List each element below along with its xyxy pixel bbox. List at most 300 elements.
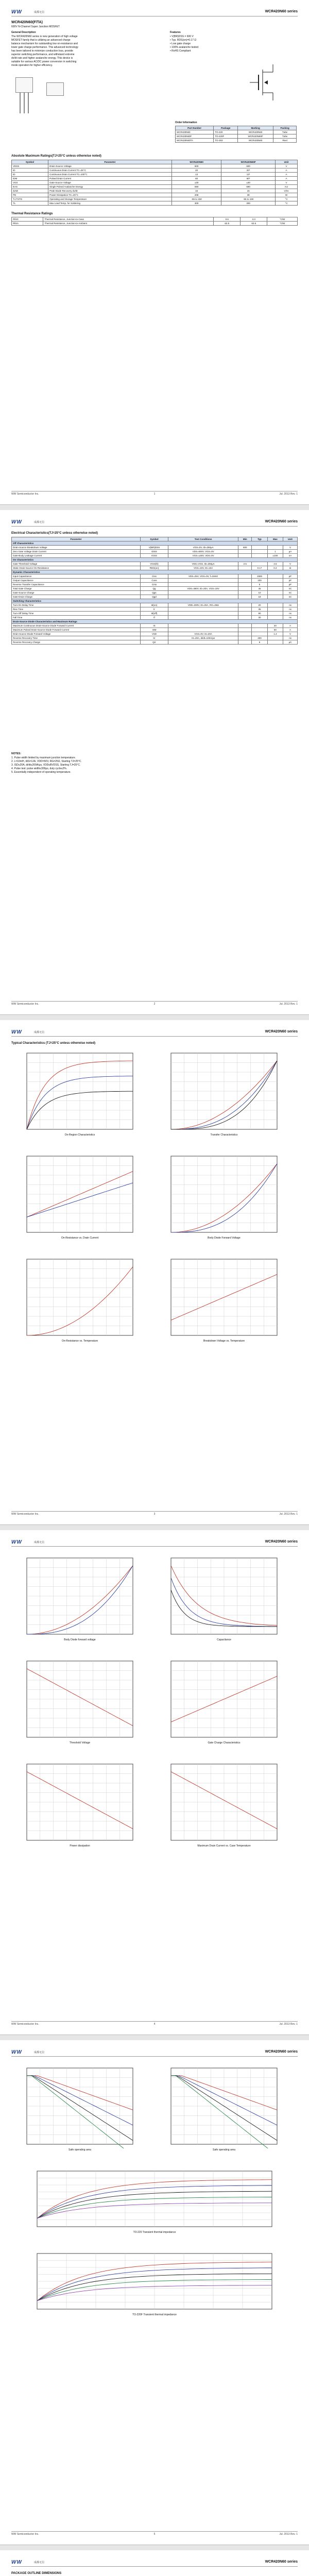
table-cell: V(BR)DSS: [141, 546, 168, 550]
table-cell: ±30: [171, 181, 221, 185]
note-line: 2. L=10mH, IAS=12A, VDD=50V, RG=25Ω, Starting TJ=25°C.: [11, 760, 82, 763]
table-cell: ns: [283, 612, 298, 616]
chart-thermal-to220f: TO-220F Transient thermal impedance: [31, 2251, 278, 2318]
table-cell: 208: [171, 193, 221, 197]
table-row: [12, 550, 298, 554]
table-row: [12, 579, 298, 583]
table-header-cell: Parameter: [48, 160, 172, 164]
table-row: [12, 566, 298, 570]
table-header-cell: Test Conditions: [168, 537, 238, 541]
table-cell: 18: [252, 595, 267, 599]
table-cell: [238, 607, 252, 612]
table-cell: [238, 550, 252, 554]
table-cell: Output Capacitance: [12, 579, 141, 583]
table-row: [12, 591, 298, 595]
thermal-heading: Thermal Resistance Ratings: [11, 212, 53, 215]
table-row: [12, 632, 298, 636]
table-row: [12, 197, 298, 201]
table-cell: EAS: [12, 185, 48, 189]
description-line: superior switching performance, and withstand extreme: [11, 53, 75, 56]
table-row: [12, 222, 298, 226]
table-cell: [238, 616, 252, 620]
order-information-heading: Order Information: [175, 121, 197, 124]
table-header-cell: Packing: [273, 126, 297, 130]
description-line: balance mechanism for outstanding low on-resistance and: [11, 42, 78, 45]
table-cell: VGS=10V, ID=10A: [168, 566, 238, 570]
table-header-cell: WCR420N60F: [221, 160, 276, 164]
table-cell: td(off): [141, 612, 168, 616]
table-group-label: Off Characteristics: [12, 541, 298, 546]
table-cell: VDS=25V, VGS=0V, f=1MHz: [168, 574, 238, 579]
table-cell: ±30: [221, 181, 276, 185]
table-cell: A: [283, 628, 298, 632]
table-cell: [252, 628, 267, 632]
table-cell: VDSS: [12, 164, 48, 168]
table-cell: 2.5: [238, 562, 252, 566]
table-cell: Qrr: [141, 640, 168, 645]
chart-body-diode-forward: Body Diode forward voltage: [21, 1556, 139, 1643]
table-cell: tf: [141, 616, 168, 620]
description-line: mode operation for higher efficiency.: [11, 64, 53, 67]
table-cell: [267, 640, 283, 645]
company-logo: WW: [11, 9, 22, 15]
table-cell: V: [283, 562, 298, 566]
table-cell: Rise Time: [12, 607, 141, 612]
table-row: [12, 616, 298, 620]
table-row: [12, 193, 298, 197]
table-cell: [267, 616, 283, 620]
table-cell: [238, 583, 252, 587]
table-cell: VGS=0V, IS=20A: [168, 632, 238, 636]
feature-item: • Typ. RDS(on)=0.17 Ω: [170, 39, 197, 42]
table-cell: Qgs: [141, 591, 168, 595]
table-cell: [267, 583, 283, 587]
table-cell: TL: [12, 201, 48, 206]
electrical-characteristics-heading: Electrical Characteristics(TJ=25°C unless otherwise noted): [11, 532, 98, 535]
table-cell: WCR420N60F: [238, 134, 273, 139]
table-cell: [252, 632, 267, 636]
table-cell: Reverse Recovery Time: [12, 636, 141, 640]
table-cell: Continuous Drain Current TC=100°C: [48, 173, 172, 177]
table-cell: Turn-Off Delay Time: [12, 612, 141, 616]
table-cell: 20: [252, 603, 267, 607]
table-cell: [238, 632, 252, 636]
table-cell: 45: [252, 587, 267, 591]
table-cell: [168, 583, 238, 587]
table-cell: 600: [238, 546, 252, 550]
table-cell: ns: [283, 603, 298, 607]
table-cell: μC: [283, 640, 298, 645]
features-heading: Features: [170, 31, 181, 34]
table-cell: V: [276, 181, 298, 185]
table-cell: TO-220F: [214, 134, 238, 139]
table-cell: [238, 574, 252, 579]
table-cell: 1.4: [267, 632, 283, 636]
table-cell: trr: [141, 636, 168, 640]
table-cell: [238, 566, 252, 570]
table-group-row: [12, 558, 298, 562]
table-cell: VDS=480V, ID=20A, VGS=10V: [168, 587, 238, 591]
table-cell: mJ: [276, 185, 298, 189]
table-cell: IDSS: [141, 550, 168, 554]
table-cell: °C: [276, 197, 298, 201]
table-cell: Ciss: [141, 574, 168, 579]
table-header-cell: Min: [238, 537, 252, 541]
table-cell: Tube: [273, 134, 297, 139]
page-header: WW 成都无信 WCR420N60 series: [11, 2049, 298, 2057]
table-cell: pF: [283, 583, 298, 587]
table-group-row: [12, 599, 298, 603]
table-cell: 690: [171, 185, 221, 189]
order-information-table: [175, 126, 297, 143]
datasheet-page-2: [0, 510, 309, 1015]
absolute-maximum-heading: Absolute Maximum Ratings(TJ=25°C unless otherwise noted): [11, 155, 101, 158]
table-cell: [168, 616, 238, 620]
table-cell: [252, 546, 267, 550]
table-cell: 62.5: [241, 222, 267, 226]
chart-transfer: Transfer Characteristics: [165, 1051, 283, 1139]
table-row: [12, 201, 298, 206]
table-cell: dv/dt: [12, 189, 48, 193]
table-cell: 5: [252, 583, 267, 587]
note-line: 1. Pulse width limited by maximum junction temperature.: [11, 756, 76, 759]
table-cell: 15: [221, 189, 276, 193]
table-row: [12, 177, 298, 181]
table-row: [176, 130, 297, 134]
table-cell: Turn-On Delay Time: [12, 603, 141, 607]
table-cell: 90: [252, 612, 267, 616]
table-row: [12, 217, 298, 222]
table-cell: Gate-Source Voltage: [48, 181, 172, 185]
table-header-cell: Package: [214, 126, 238, 130]
table-cell: pF: [283, 574, 298, 579]
table-cell: Tube: [273, 130, 297, 134]
table-cell: VGS(th): [141, 562, 168, 566]
table-cell: tr: [141, 607, 168, 612]
table-cell: Maximum Continuous Drain-Source Diode Forward Current: [12, 624, 141, 628]
table-cell: 30: [252, 616, 267, 620]
table-cell: 60: [171, 177, 221, 181]
table-header-cell: Unit: [276, 160, 298, 164]
table-cell: [267, 603, 283, 607]
chart-body-diode: Body Diode Forward Voltage: [165, 1154, 283, 1242]
feature-item: • Low gate charge: [170, 42, 191, 45]
table-cell: 60: [267, 628, 283, 632]
table-cell: Crss: [141, 583, 168, 587]
note-line: 5. Essentially independent of operating temperature.: [11, 771, 71, 774]
package-outline-heading: PACKAGE OUTLINE DIMENSIONS: [11, 2572, 62, 2575]
table-cell: A: [283, 624, 298, 628]
description-line: dv/dt rate and higher avalanche energy. This device is: [11, 57, 73, 60]
table-cell: 300: [171, 201, 221, 206]
page-footer: WW Semiconductor Inc. 2 Jul. 2013 Rev. 1: [11, 1001, 298, 1006]
table-cell: [168, 595, 238, 599]
table-cell: [168, 628, 238, 632]
table-cell: 38: [221, 193, 276, 197]
table-cell: -55 to 150: [221, 197, 276, 201]
table-cell: VGS=0V, ID=250μA: [168, 546, 238, 550]
table-cell: Maximum Pulsed Drain-Source Diode Forward Current: [12, 628, 141, 632]
description-line: lower gate charge performance. This advanced technology: [11, 46, 78, 49]
table-cell: W: [276, 193, 298, 197]
table-cell: [252, 624, 267, 628]
table-cell: 3.3: [241, 217, 267, 222]
table-cell: -55 to 150: [171, 197, 221, 201]
table-cell: WCR420N60F: [176, 134, 214, 139]
table-cell: Coss: [141, 579, 168, 583]
table-cell: Gate-Source Charge: [12, 591, 141, 595]
table-cell: IS: [141, 624, 168, 628]
feature-item: • V(BR)DSS = 600 V: [170, 35, 194, 38]
table-row: [12, 189, 298, 193]
table-cell: 13: [171, 173, 221, 177]
to263-package-image: [46, 82, 64, 96]
table-cell: 20*: [221, 168, 276, 173]
table-row: [12, 587, 298, 591]
table-cell: 15: [171, 189, 221, 193]
table-cell: [168, 612, 238, 616]
table-cell: WCR420N60TA: [176, 139, 214, 143]
table-group-label: On Characteristics: [12, 558, 298, 562]
table-row: [12, 562, 298, 566]
table-row: [12, 554, 298, 558]
table-cell: 35: [252, 607, 267, 612]
chart-breakdown-temp: Breakdown Voltage vs. Temperature: [165, 1257, 283, 1345]
table-cell: 10: [252, 591, 267, 595]
table-cell: WCR420N60: [238, 139, 273, 143]
table-cell: Power Dissipation TC=25°C: [48, 193, 172, 197]
page-header: WW 成都无信 WCR420N60 series: [11, 2560, 298, 2567]
series-title: WCR420N60 series: [265, 10, 298, 13]
table-cell: [168, 624, 238, 628]
table-group-row: [12, 570, 298, 574]
page-footer: WW Semiconductor Inc. 3 Jul. 2013 Rev. 1: [11, 1511, 298, 1516]
table-header-cell: Typ: [252, 537, 267, 541]
table-row: [12, 607, 298, 612]
table-cell: [168, 591, 238, 595]
table-row: [12, 640, 298, 645]
table-cell: [267, 587, 283, 591]
table-cell: nC: [283, 591, 298, 595]
table-cell: Single Pulsed Avalanche Energy: [48, 185, 172, 189]
table-group-row: [12, 620, 298, 624]
notes-heading: NOTES:: [11, 752, 21, 755]
table-cell: [238, 591, 252, 595]
table-cell: Ω: [283, 566, 298, 570]
table-cell: [267, 595, 283, 599]
table-cell: 4.5: [267, 562, 283, 566]
table-cell: 600: [171, 164, 221, 168]
table-cell: Thermal Resistance, Junction-to-Case: [43, 217, 214, 222]
table-cell: Total Gate Charge: [12, 587, 141, 591]
chart-threshold-voltage: Threshold Voltage: [21, 1659, 139, 1747]
page-footer: WW Semiconductor Inc. 5 Jul. 2013 Rev. 1: [11, 2531, 298, 2536]
table-cell: 13*: [221, 173, 276, 177]
page-footer: WW Semiconductor Inc. 1 Jul. 2013 Rev. 1: [11, 491, 298, 496]
to220-package-image: [15, 77, 33, 93]
features-list: [170, 35, 247, 53]
table-cell: 1: [267, 550, 283, 554]
table-cell: [238, 603, 252, 607]
table-row: [12, 595, 298, 599]
table-cell: ID: [12, 168, 48, 173]
table-cell: [238, 640, 252, 645]
table-header-cell: Symbol: [141, 537, 168, 541]
table-header-cell: Parameter: [12, 537, 141, 541]
table-cell: [252, 550, 267, 554]
table-cell: [238, 595, 252, 599]
page-number: 1: [153, 493, 156, 496]
absolute-maximum-table: [11, 160, 298, 206]
chart-gate-charge: Gate Charge Characteristics: [165, 1659, 283, 1747]
table-cell: nA: [283, 554, 298, 558]
table-cell: ID: [12, 173, 48, 177]
table-cell: [168, 607, 238, 612]
table-cell: 1900: [252, 574, 267, 579]
table-cell: Thermal Resistance, Junction-to-Ambient: [43, 222, 214, 226]
table-cell: [238, 624, 252, 628]
table-cell: [267, 591, 283, 595]
table-cell: IS=20A, di/dt=100A/μs: [168, 636, 238, 640]
table-cell: Gate-Drain Charge: [12, 595, 141, 599]
mosfet-symbol-icon: [247, 62, 283, 103]
page-header: [11, 9, 298, 16]
page-header: WW 成都无信 WCR420N60 series: [11, 1539, 298, 1547]
chart-on-resistance-current: On-Resistance vs. Drain Current: [21, 1154, 139, 1242]
table-group-label: Drain-Source Diode Characteristics and Maximum Ratings: [12, 620, 298, 624]
table-cell: 20: [171, 168, 221, 173]
general-description: [11, 35, 156, 67]
table-header-cell: WCR420N60: [171, 160, 221, 164]
table-cell: V: [283, 546, 298, 550]
table-cell: VDS=VGS, ID=250μA: [168, 562, 238, 566]
description-line: suitable for various AC/DC power conversion in switching: [11, 60, 77, 63]
table-row: [12, 173, 298, 177]
table-cell: A: [276, 168, 298, 173]
table-cell: RθJA: [12, 222, 43, 226]
description-line: MOSFET family that is utilizing an advanced charge: [11, 39, 71, 42]
table-cell: ns: [283, 607, 298, 612]
chart-on-resistance-temp: On-Resistance vs. Temperature: [21, 1257, 139, 1345]
table-cell: TO-263: [214, 139, 238, 143]
table-cell: Reverse Recovery Charge: [12, 640, 141, 645]
table-cell: Operating and Storage Temperature: [48, 197, 172, 201]
chart-max-drain-current: Maximum Drain Current vs. Case Temperature: [165, 1762, 283, 1850]
table-cell: RθJC: [12, 217, 43, 222]
table-cell: nC: [283, 595, 298, 599]
table-group-label: Switching Characteristics: [12, 599, 298, 603]
table-cell: °C: [276, 201, 298, 206]
table-header-cell: Symbol: [12, 160, 48, 164]
table-row: [12, 574, 298, 579]
page-footer: WW Semiconductor Inc. 4 Jul. 2013 Rev. 1: [11, 2021, 298, 2026]
table-cell: VGS: [12, 181, 48, 185]
part-subtitle: 600V N-Channel Super Junction MOSFET: [11, 25, 60, 28]
table-row: [12, 181, 298, 185]
table-row: [176, 134, 297, 139]
table-cell: Drain-Source Breakdown Voltage: [12, 546, 141, 550]
table-cell: [238, 612, 252, 616]
chart-capacitance: Capacitance: [165, 1556, 283, 1643]
table-row: [12, 612, 298, 616]
table-cell: 300: [221, 201, 276, 206]
table-cell: Gate Threshold Voltage: [12, 562, 141, 566]
table-cell: [267, 636, 283, 640]
table-cell: μA: [283, 550, 298, 554]
table-header-cell: Max: [267, 537, 283, 541]
table-cell: 0.17: [252, 566, 267, 570]
table-row: [12, 164, 298, 168]
chart-thermal-to220: TO-220 Transient thermal impedance: [31, 2169, 278, 2236]
table-row: [12, 628, 298, 632]
table-cell: °C/W: [267, 222, 298, 226]
typical-characteristics-heading: Typical Characteristics (TJ=25°C unless otherwise noted): [11, 1042, 96, 1045]
table-row: [12, 636, 298, 640]
datasheet-page-3: [0, 1020, 309, 1525]
chart-power-dissipation: Power dissipation: [21, 1762, 139, 1850]
table-cell: 600: [221, 164, 276, 168]
table-cell: 100: [252, 579, 267, 583]
table-cell: [238, 579, 252, 583]
table-cell: [267, 579, 283, 583]
table-cell: TO-220: [214, 130, 238, 134]
table-cell: °C/W: [267, 217, 298, 222]
table-cell: [252, 554, 267, 558]
table-cell: 690: [221, 185, 276, 189]
table-cell: 60*: [221, 177, 276, 181]
table-row: [12, 168, 298, 173]
table-cell: A: [276, 173, 298, 177]
table-cell: ISM: [141, 628, 168, 632]
description-line: has been tailored to minimize conduction loss, provide: [11, 49, 74, 53]
table-cell: [168, 640, 238, 645]
table-cell: A: [276, 177, 298, 181]
datasheet-page-4: [0, 1530, 309, 2035]
table-cell: V/ns: [276, 189, 298, 193]
table-cell: Gate-Body Leakage Current: [12, 554, 141, 558]
table-cell: Drain-Source Diode Forward Voltage: [12, 632, 141, 636]
table-cell: [267, 546, 283, 550]
table-cell: V: [276, 164, 298, 168]
page-header: WW 成都无信 WCR420N60 series: [11, 519, 298, 527]
table-cell: 6: [252, 640, 267, 645]
table-cell: [252, 562, 267, 566]
thermal-table: [11, 217, 298, 226]
lead: [28, 93, 29, 113]
part-title: WCR420N60(F/TA): [11, 21, 43, 24]
datasheet-page-1: [0, 0, 309, 505]
table-cell: WCR420N60: [238, 130, 273, 134]
table-row: [12, 185, 298, 189]
table-group-label: Dynamic Characteristics: [12, 570, 298, 574]
table-cell: Fall Time: [12, 616, 141, 620]
lead: [24, 93, 25, 113]
table-cell: RDS(on): [141, 566, 168, 570]
table-row: [176, 139, 297, 143]
table-cell: [168, 579, 238, 583]
general-description-heading: General Description: [11, 31, 36, 34]
table-row: [12, 624, 298, 628]
table-cell: Qg: [141, 587, 168, 591]
table-cell: Reverse Transfer Capacitance: [12, 583, 141, 587]
table-cell: pF: [283, 579, 298, 583]
feature-item: • 100% avalanche tested: [170, 46, 199, 49]
description-line: The WCR420N60 series is new generation of high voltage: [11, 35, 78, 38]
table-header-cell: Marking: [238, 126, 273, 130]
table-row: [12, 583, 298, 587]
table-cell: 0.6: [214, 217, 241, 222]
table-cell: 400: [252, 636, 267, 640]
